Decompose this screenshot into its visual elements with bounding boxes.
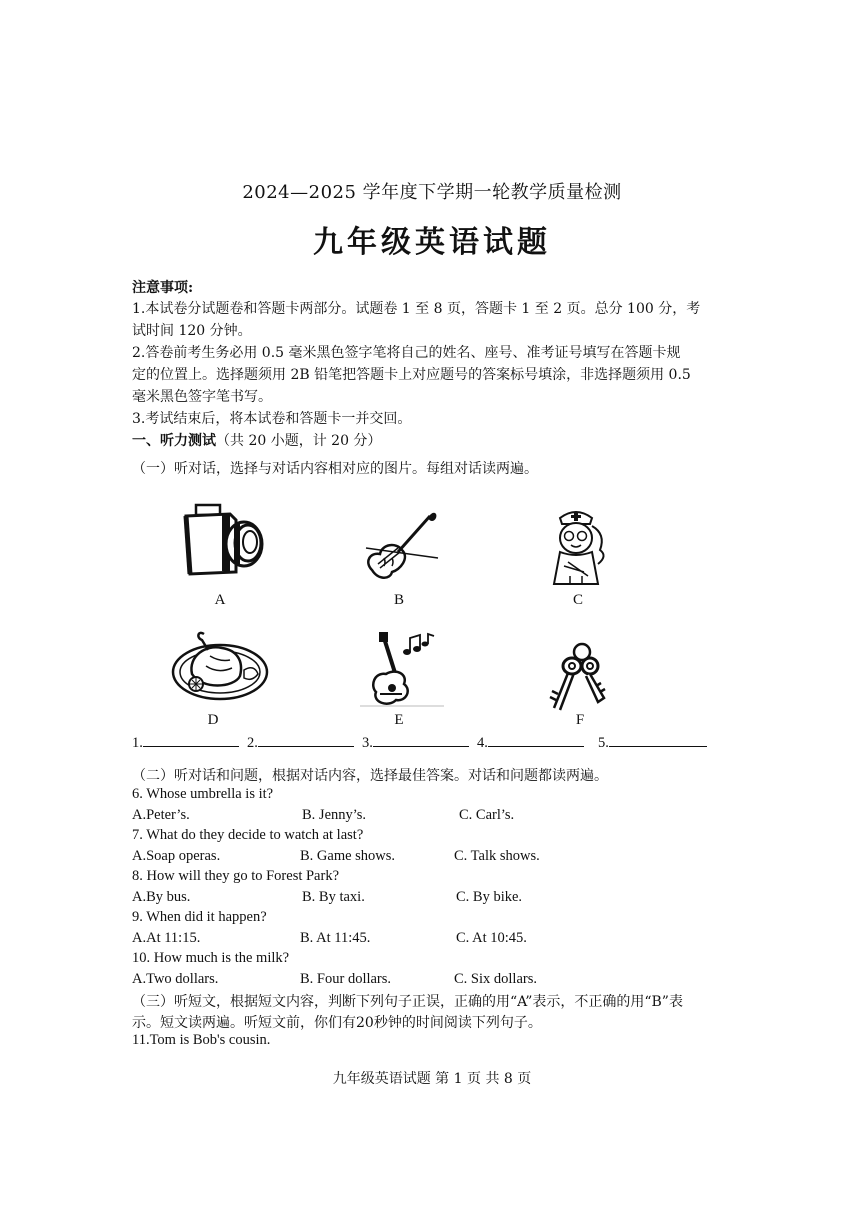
q7-option-a[interactable]: A.Soap operas. <box>132 848 221 864</box>
picture-label-d: D <box>207 712 219 728</box>
violin-icon <box>362 508 442 580</box>
exam-title: 九年级英语试题 <box>313 225 551 260</box>
q8-option-a[interactable]: A.By bus. <box>132 889 191 905</box>
notes-heading: 注意事项: <box>132 280 194 296</box>
section-1-title: 一、听力测试 <box>132 433 216 449</box>
q8-option-b[interactable]: B. By taxi. <box>302 889 365 905</box>
note-3: 3.考试结束后，将本试卷和答题卡一并交回。 <box>132 411 412 427</box>
guitar-icon <box>360 630 444 708</box>
camera-icon <box>182 502 272 578</box>
exam-subtitle: 2024—2025 学年度下学期一轮教学质量检测 <box>242 182 622 203</box>
note-1-line-1: 1.本试卷分试题卷和答题卡两部分。试题卷 1 至 8 页，答题卡 1 至 2 页。总分 100 分，考 <box>132 301 701 317</box>
q10-option-c[interactable]: C. Six dollars. <box>454 971 537 987</box>
picture-label-b: B <box>393 592 404 608</box>
picture-label-f: F <box>575 712 585 728</box>
question-6: 6. Whose umbrella is it? <box>132 786 274 802</box>
picture-label-c: C <box>572 592 583 608</box>
note-2-line-3: 毫米黑色签字笔书写。 <box>132 389 272 405</box>
answer-blank-5[interactable]: 5. <box>598 732 707 752</box>
answer-blank-3[interactable]: 3. <box>362 732 469 752</box>
question-8: 8. How will they go to Forest Park? <box>132 868 340 884</box>
keys-icon <box>546 642 610 712</box>
question-11: 11.Tom is Bob's cousin. <box>132 1032 271 1048</box>
q7-option-b[interactable]: B. Game shows. <box>300 848 396 864</box>
question-7: 7. What do they decide to watch at last? <box>132 827 364 843</box>
part-3-instruction-line-2: 示。短文读两遍。听短文前，你们有20秒钟的时间阅读下列句子。 <box>132 1015 542 1031</box>
q9-option-c[interactable]: C. At 10:45. <box>456 930 527 946</box>
question-9: 9. When did it happen? <box>132 909 267 925</box>
picture-label-e: E <box>394 712 404 728</box>
answer-blank-2[interactable]: 2. <box>247 732 354 752</box>
page-footer: 九年级英语试题 第 1 页 共 8 页 <box>332 1071 532 1087</box>
section-1-heading <box>132 430 381 450</box>
q10-option-b[interactable]: B. Four dollars. <box>300 971 392 987</box>
q9-option-b[interactable]: B. At 11:45. <box>300 930 371 946</box>
part-3-instruction-line-1: （三）听短文，根据短文内容，判断下列句子正误，正确的用“A”表示，不正确的用“B”表 <box>132 994 683 1010</box>
q8-option-c[interactable]: C. By bike. <box>456 889 523 905</box>
section-1-note: （共 20 小题，计 20 分） <box>216 433 382 449</box>
q6-option-a[interactable]: A.Peter’s. <box>132 807 190 823</box>
q6-option-c[interactable]: C. Carl’s. <box>459 807 515 823</box>
roast-chicken-icon <box>170 626 270 702</box>
picture-label-a: A <box>214 592 226 608</box>
answer-blank-1[interactable]: 1. <box>132 732 239 752</box>
q6-option-b[interactable]: B. Jenny’s. <box>302 807 367 823</box>
q9-option-a[interactable]: A.At 11:15. <box>132 930 201 946</box>
part-2-instruction: （二）听对话和问题，根据对话内容，选择最佳答案。对话和问题都读两遍。 <box>132 768 608 784</box>
q10-option-a[interactable]: A.Two dollars. <box>132 971 219 987</box>
question-10: 10. How much is the milk? <box>132 950 290 966</box>
note-2-line-2: 定的位置上。选择题须用 2B 铅笔把答题卡上对应题号的答案标号填涂，非选择题须用 0.5 <box>132 367 691 383</box>
nurse-icon <box>540 506 614 586</box>
part-1-instruction: （一）听对话，选择与对话内容相对应的图片。每组对话读两遍。 <box>132 461 538 477</box>
note-2-line-1: 2.答卷前考生务必用 0.5 毫米黑色签字笔将自己的姓名、座号、准考证号填写在答题卡规 <box>132 345 681 361</box>
note-1-line-2: 试时间 120 分钟。 <box>132 323 252 339</box>
answer-blank-4[interactable]: 4. <box>477 732 584 752</box>
q7-option-c[interactable]: C. Talk shows. <box>454 848 540 864</box>
